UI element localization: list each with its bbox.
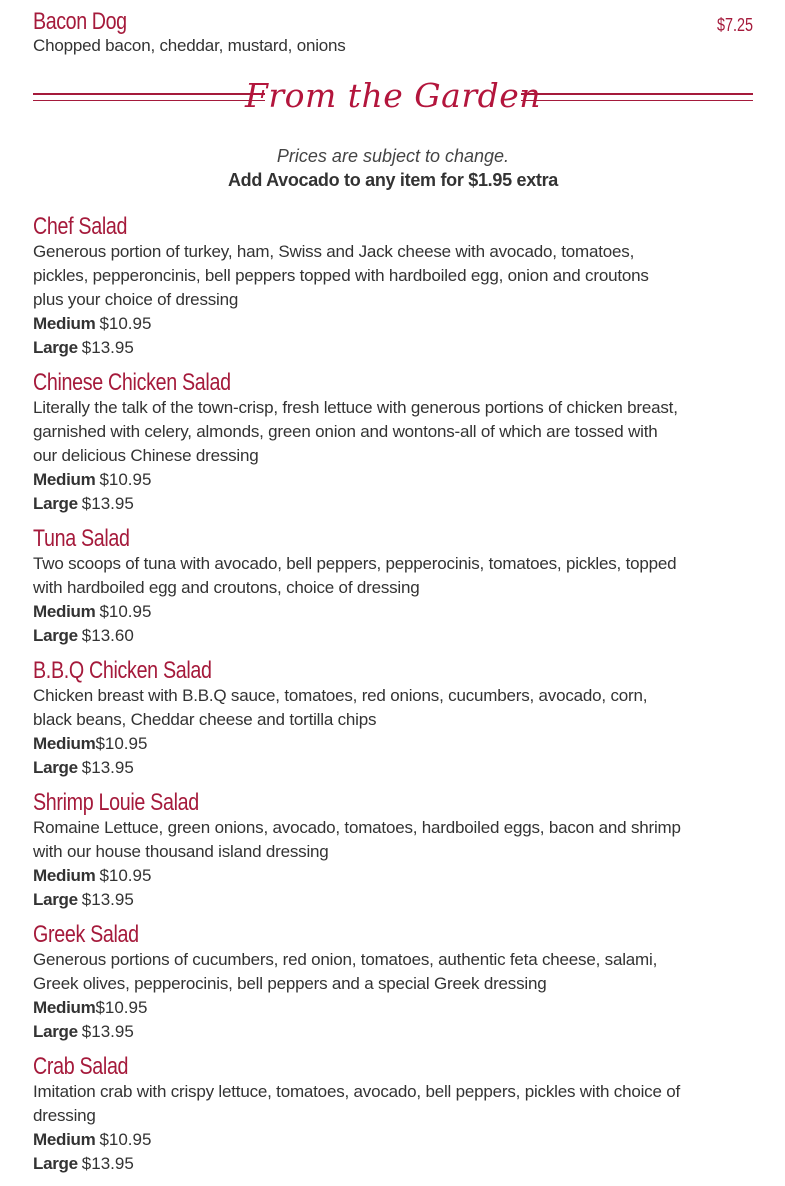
item-description: Imitation crab with crispy lettuce, tomatoes, avocado, bell peppers, pickles with choice of dressing [33, 1082, 681, 1125]
size-label: Large [33, 758, 78, 777]
price-change-note: Prices are subject to change. [276, 146, 510, 166]
size-label: Large [33, 1154, 78, 1173]
item-description: Literally the talk of the town-crisp, fresh lettuce with generous portions of chicken breast, garnished with celery, almonds, green onion and wontons-all of which are tossed with our delicious Chinese dressing [33, 398, 678, 465]
size-price: $13.95 [81, 1154, 134, 1173]
item-name: Tuna Salad [33, 525, 130, 552]
size-label: Large [33, 890, 78, 909]
item-name: Bacon Dog [33, 8, 127, 35]
size-label: Large [33, 1022, 78, 1041]
menu-item [33, 526, 753, 648]
menu-item [33, 214, 753, 360]
size-label: Medium [33, 866, 96, 885]
size-large [33, 336, 753, 360]
size-large [33, 756, 753, 780]
size-label: Medium [33, 998, 96, 1017]
item-name: Shrimp Louie Salad [33, 789, 199, 816]
size-price: $10.95 [99, 602, 152, 621]
size-large [33, 624, 753, 648]
item-description: Two scoops of tuna with avocado, bell peppers, pepperocinis, tomatoes, pickles, topped with hardboiled egg and croutons, choice of dressing [33, 554, 677, 597]
menu-item [33, 790, 753, 912]
size-medium [33, 312, 753, 336]
item-description: Generous portion of turkey, ham, Swiss and Jack cheese with avocado, tomatoes, pickles, pepperoncinis, bell peppers topped with hardboiled egg, onion and croutons plus your choice of dressing [33, 242, 649, 309]
size-medium [33, 600, 753, 624]
size-large [33, 888, 753, 912]
item-description: Chicken breast with B.B.Q sauce, tomatoes, red onions, cucumbers, avocado, corn, black beans, Cheddar cheese and tortilla chips [33, 686, 648, 729]
size-large [33, 1020, 753, 1044]
avocado-note: Add Avocado to any item for $1.95 extra [227, 170, 559, 190]
size-label: Medium [33, 314, 96, 333]
size-price: $13.60 [81, 626, 134, 645]
menu-item [33, 1054, 753, 1176]
item-name: Crab Salad [33, 1053, 129, 1080]
item-name: Chef Salad [33, 213, 128, 240]
size-price: $13.95 [81, 1022, 134, 1041]
size-label: Medium [33, 470, 96, 489]
size-medium [33, 864, 753, 888]
size-price: $10.95 [95, 734, 148, 753]
size-price: $10.95 [99, 470, 152, 489]
item-name: B.B.Q Chicken Salad [33, 657, 212, 684]
menu-item [33, 370, 753, 516]
item-description: Romaine Lettuce, green onions, avocado, tomatoes, hardboiled eggs, bacon and shrimp with our house thousand island dressing [33, 818, 681, 861]
size-price: $10.95 [99, 314, 152, 333]
menu-item [33, 658, 753, 780]
size-medium [33, 996, 753, 1020]
size-price: $13.95 [81, 494, 134, 513]
size-price: $10.95 [99, 1130, 152, 1149]
section-title: From the Garden [244, 76, 542, 115]
menu-items [33, 214, 753, 1176]
item-description: Chopped bacon, cheddar, mustard, onions [33, 36, 346, 55]
menu-item [33, 922, 753, 1044]
size-price: $13.95 [81, 758, 134, 777]
size-medium [33, 1128, 753, 1152]
item-name: Chinese Chicken Salad [33, 369, 231, 396]
size-price: $10.95 [99, 866, 152, 885]
size-label: Medium [33, 1130, 96, 1149]
item-price: $7.25 [716, 15, 753, 35]
size-label: Medium [33, 734, 96, 753]
size-price: $13.95 [81, 338, 134, 357]
section-notes [33, 144, 753, 192]
size-large [33, 492, 753, 516]
size-label: Large [33, 494, 78, 513]
size-label: Large [33, 338, 78, 357]
size-medium [33, 468, 753, 492]
size-medium [33, 732, 753, 756]
size-label: Large [33, 626, 78, 645]
size-large [33, 1152, 753, 1176]
section-header [33, 76, 753, 150]
menu-page [33, 0, 753, 1186]
item-name: Greek Salad [33, 921, 139, 948]
size-price: $13.95 [81, 890, 134, 909]
item-description: Generous portions of cucumbers, red onion, tomatoes, authentic feta cheese, salami, Greek olives, pepperocinis, bell peppers and a special Greek dressing [33, 950, 658, 993]
size-price: $10.95 [95, 998, 148, 1017]
menu-item-bacon-dog [33, 0, 753, 60]
size-label: Medium [33, 602, 96, 621]
